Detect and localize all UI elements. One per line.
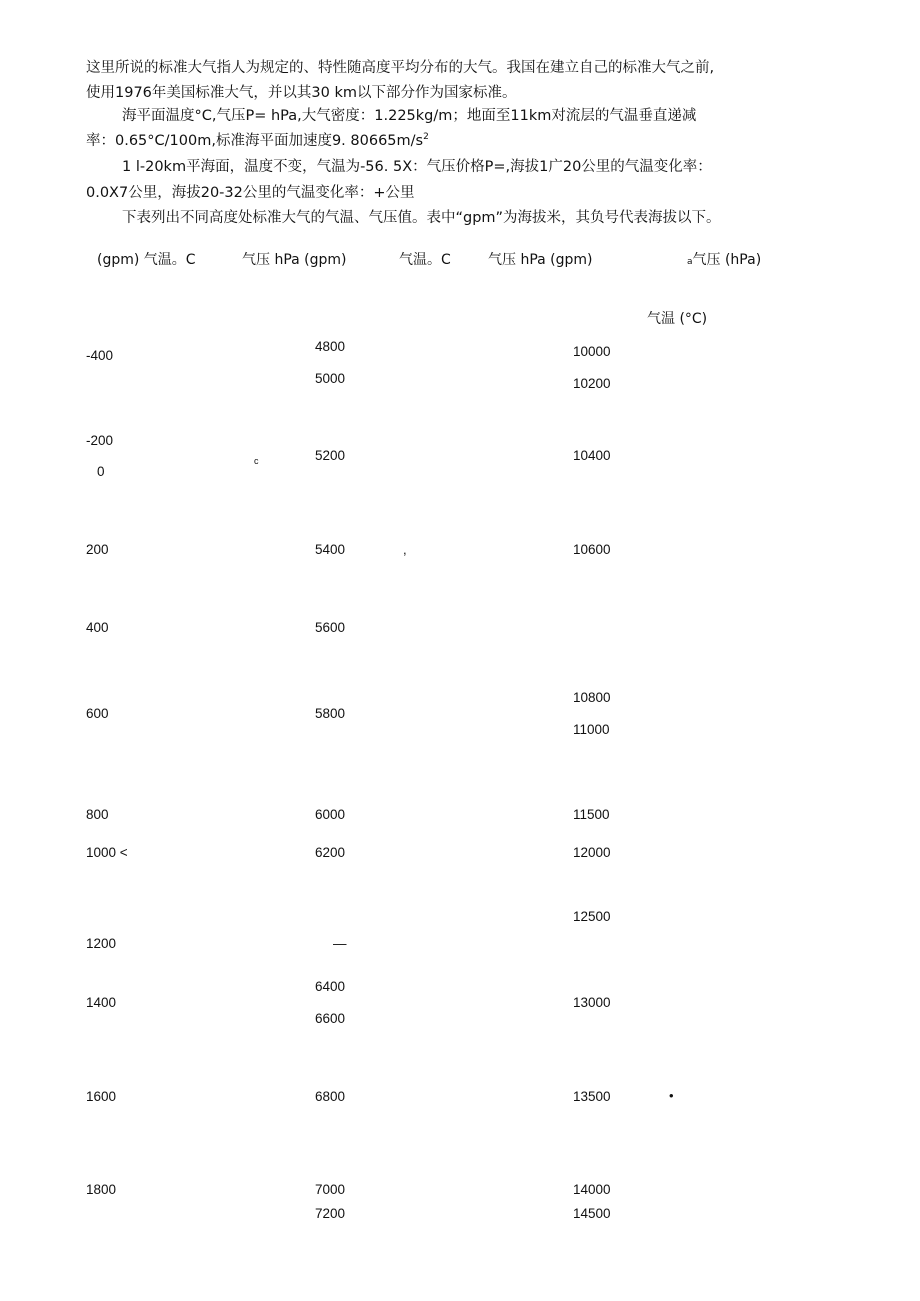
col1-cell: 1800 bbox=[86, 1182, 117, 1197]
col2-cell: 6600 bbox=[315, 1011, 346, 1026]
col1-cell: 0 bbox=[97, 464, 105, 479]
col2-cell: 5400 bbox=[315, 542, 346, 557]
col3-cell: 14500 bbox=[573, 1206, 611, 1221]
sea-level-line-2 bbox=[86, 132, 429, 151]
col3-cell: 11000 bbox=[573, 722, 610, 737]
col3-cell: 13500 bbox=[573, 1089, 611, 1104]
col1-cell: 1200 bbox=[86, 936, 117, 951]
header-pressure-altitude-2: 气压 hPa (gpm) bbox=[488, 252, 593, 268]
col2-cell: 4800 bbox=[315, 339, 346, 354]
header-temperature-celsius: 气温 (°C) bbox=[647, 311, 708, 327]
col2-cell: 6400 bbox=[315, 979, 346, 994]
stratosphere-line-2: 0.0X7公里，海拔20-32公里的气温变化率：+公里 bbox=[86, 185, 415, 201]
col1-cell: -400 bbox=[86, 348, 114, 363]
header-temperature-2: 气温。C bbox=[399, 252, 451, 268]
intro-line-1: 这里所说的标准大气指人为规定的、特性随高度平均分布的大气。我国在建立自己的标准大气之前, bbox=[86, 60, 715, 76]
col1-cell: -200 bbox=[86, 433, 114, 448]
header-pressure-hpa bbox=[687, 249, 761, 269]
stratosphere-line-1: 1 l-20km平海面，温度不变，气温为-56. 5X：气压价格P=,海拔1广20公里的气温变化率： bbox=[122, 159, 712, 175]
col3-cell: 12000 bbox=[573, 845, 611, 860]
col2-cell: 6800 bbox=[315, 1089, 346, 1104]
header-altitude-temperature: (gpm) 气温。C bbox=[97, 252, 196, 268]
col1-cell: 200 bbox=[86, 542, 109, 557]
col3-cell: 12500 bbox=[573, 909, 611, 924]
col3-cell: 10200 bbox=[573, 376, 611, 391]
col1-cell: 1400 bbox=[86, 995, 117, 1010]
col3-cell: 14000 bbox=[573, 1182, 611, 1197]
header-subscript-a: a bbox=[687, 257, 693, 267]
superscript-two: 2 bbox=[423, 132, 429, 143]
col2-cell: 5800 bbox=[315, 706, 346, 721]
table-intro-line: 下表列出不同高度处标准大气的气温、气压值。表中“gpm”为海拔米，其负号代表海拔以下。 bbox=[122, 210, 721, 226]
stray-bullet-mark: • bbox=[669, 1088, 674, 1103]
col3-cell: 13000 bbox=[573, 995, 611, 1010]
stray-c-mark: c bbox=[254, 456, 259, 466]
stray-comma-mark: , bbox=[403, 542, 407, 557]
col2-cell: 5000 bbox=[315, 371, 346, 386]
col2-cell: 7000 bbox=[315, 1182, 346, 1197]
col3-cell: 10000 bbox=[573, 344, 611, 359]
col1-cell: 800 bbox=[86, 807, 109, 822]
col1-cell: 600 bbox=[86, 706, 109, 721]
col1-cell: 1000 < bbox=[86, 845, 128, 860]
col2-cell: 5600 bbox=[315, 620, 346, 635]
col2-cell: 6000 bbox=[315, 807, 346, 822]
intro-line-2: 使用1976年美国标准大气，并以其30 km以下部分作为国家标准。 bbox=[86, 85, 517, 101]
header-pressure-altitude: 气压 hPa (gpm) bbox=[242, 252, 347, 268]
col3-cell: 10400 bbox=[573, 448, 611, 463]
col3-cell: 10800 bbox=[573, 690, 611, 705]
col2-cell: 5200 bbox=[315, 448, 346, 463]
col2-dash: — bbox=[333, 936, 347, 951]
col3-cell: 10600 bbox=[573, 542, 611, 557]
col3-cell: 11500 bbox=[573, 807, 610, 822]
header-pressure-hpa-text: 气压 (hPa) bbox=[692, 252, 762, 268]
sea-level-line-1: 海平面温度°C,气压P= hPa,大气密度：1.225kg/m；地面至11km对流层的气温垂直递减 bbox=[122, 108, 697, 124]
col2-cell: 7200 bbox=[315, 1206, 346, 1221]
col1-cell: 400 bbox=[86, 620, 109, 635]
col2-cell: 6200 bbox=[315, 845, 346, 860]
col1-cell: 1600 bbox=[86, 1089, 117, 1104]
sea-level-line-2-text: 率：0.65°C/100m,标准海平面加速度9. 80665m/s bbox=[86, 133, 424, 149]
